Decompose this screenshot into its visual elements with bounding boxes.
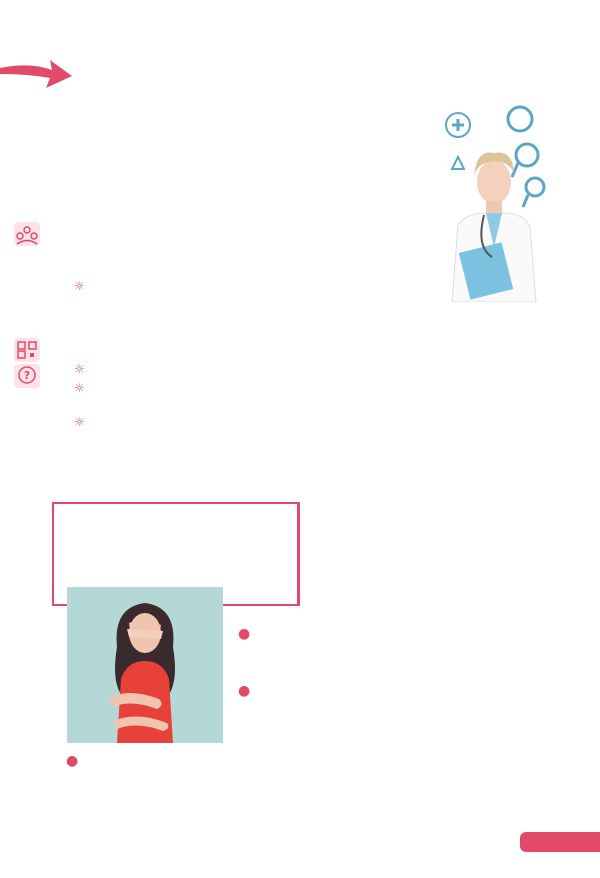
sun-bullet-icon: ☼ — [74, 415, 85, 429]
page-number — [520, 832, 600, 852]
svg-text:?: ? — [23, 369, 31, 382]
doctor-illustration — [432, 97, 552, 302]
task-5-question — [74, 380, 552, 397]
arrow-icon — [0, 58, 72, 92]
task-4-question — [74, 278, 420, 295]
task-5-question — [74, 361, 552, 378]
footer-decorative-line — [0, 820, 600, 826]
sun-bullet-icon: ☼ — [74, 381, 85, 395]
group-work-icon — [14, 222, 40, 246]
top-decorative-dots — [2, 7, 598, 21]
task-5-question — [74, 414, 552, 431]
woman-illustration — [67, 587, 223, 743]
sun-bullet-icon: ☼ — [74, 279, 85, 293]
sun-bullet-icon: ☼ — [74, 362, 85, 376]
question-icon — [14, 364, 40, 388]
qr-video-icon — [14, 338, 40, 362]
